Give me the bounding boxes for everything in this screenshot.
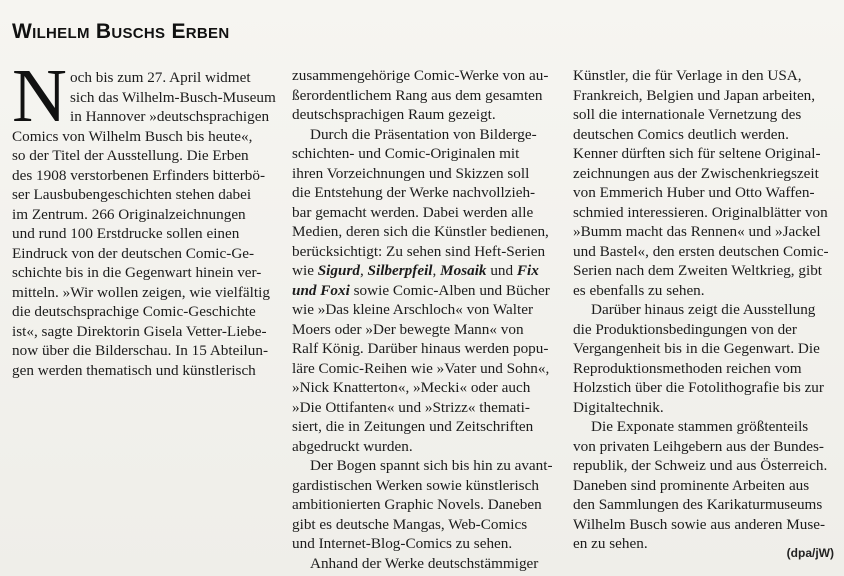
text-line: sich das Wilhelm-Busch-Museum	[70, 88, 276, 106]
text-line: Wilhelm Busch sowie aus anderen Muse-	[573, 515, 826, 533]
text-line: so der Titel der Ausstellung. Die Erben	[12, 147, 249, 164]
article-column-1	[12, 54, 276, 380]
text-line: now über die Bilderschau. In 15 Abteilun-	[12, 342, 269, 359]
text-line: berücksichtigt: Zu sehen sind Heft-Serien	[292, 242, 546, 260]
text-line: en zu sehen.	[573, 535, 648, 552]
text-line: Holzstich über die Fotolithografie bis zur	[573, 379, 824, 396]
comic-title: Fix	[516, 262, 539, 279]
text-line: ßerordentlichem Rang aus dem gesamten	[292, 86, 543, 104]
text-line: siert, die in Zeitungen und Zeitschriften	[292, 418, 534, 435]
text-line: Durch die Präsentation von Bilderge-	[310, 125, 537, 143]
text-line: Reproduktionsmethoden reichen vom	[573, 359, 802, 377]
text-line: Moers oder »Der bewegte Mann« von	[292, 320, 524, 338]
text-line: Vergangenheit bis in die Gegenwart. Die	[573, 340, 820, 357]
text-line: Medien, deren sich die Künstler bedienen,	[292, 223, 549, 240]
text-line: Darüber hinaus zeigt die Ausstellung	[591, 301, 816, 318]
text-line: ist«, sagte Direktorin Gisela Vetter-Liebe-	[12, 322, 267, 340]
text-line: republik, der Schweiz und aus Österreich.	[573, 457, 828, 474]
text-line: zeichnungen aus der Zwischenkriegszeit	[573, 164, 819, 182]
text-line: Die Exponate stammen größtenteils	[591, 418, 809, 435]
text-line: die deutschsprachige Comic-Geschichte	[12, 303, 256, 320]
text-line: soll die internationale Vernetzung des	[573, 106, 802, 123]
text-line: den Sammlungen des Karikaturmuseums	[573, 496, 823, 513]
article-signature: (dpa/jW)	[786, 546, 834, 560]
text-line: schmied interessieren. Originalblätter von	[573, 203, 828, 221]
text-line: och bis zum 27. April widmet	[70, 69, 251, 86]
article-column-3	[573, 66, 836, 554]
text-line: gardistischen Werken sowie künstlerisch	[292, 476, 539, 494]
text-fragment: sowie Comic-Alben und Bücher	[349, 281, 550, 299]
text-line: »Bumm macht das Rennen« und »Jackel	[573, 223, 821, 240]
text-line: im Zentrum. 266 Originalzeichnungen	[12, 205, 246, 223]
text-line: Ralf König. Darüber hinaus werden popu-	[292, 340, 549, 357]
comic-title: Silberpfeil	[367, 262, 433, 279]
text-line: in Hannover »deutschsprachigen	[70, 108, 270, 125]
comic-title: Mosaik	[440, 262, 487, 279]
text-line: gen werden thematisch und künstlerisch	[12, 361, 256, 379]
text-line: »Die Ottifanten« und »Strizz« themati-	[292, 398, 530, 416]
text-line: gibt es deutsche Mangas, Web-Comics	[292, 515, 528, 533]
text-line: von Emmerich Huber und Otto Waffen-	[573, 184, 815, 201]
text-line: schichten- und Comic-Originalen mit	[292, 145, 520, 162]
text-line: des 1908 verstorbenen Erfinders bitterbö-	[12, 166, 266, 184]
text-line: es ebenfalls zu sehen.	[573, 281, 705, 299]
text-line: Der Bogen spannt sich bis hin zu avant-	[310, 457, 553, 474]
text-line: Comics von Wilhelm Busch bis heute«,	[12, 127, 253, 145]
text-line: schichte bis in die Gegenwart hinein ver-	[12, 264, 262, 281]
text-line: Kenner dürften sich für seltene Original-	[573, 145, 821, 162]
text-line: von privaten Leihgebern aus der Bundes-	[573, 437, 824, 455]
comic-title: Sigurd	[317, 262, 360, 279]
text-line	[292, 281, 554, 301]
text-line: läre Comic-Reihen wie »Vater und Sohn«,	[292, 359, 550, 377]
text-line: »Nick Knatterton«, »Mecki« oder auch	[292, 379, 531, 396]
text-line: bar gemacht werden. Dabei werden alle	[292, 203, 534, 221]
text-line: Eindruck von der deutschen Comic-Ge-	[12, 244, 255, 262]
comic-title: und Foxi	[292, 281, 350, 299]
text-line: ser Lausbubengeschichten stehen dabei	[12, 186, 252, 203]
text-fragment: ,	[359, 262, 368, 279]
text-fragment: und	[486, 262, 517, 279]
text-line	[292, 261, 554, 281]
text-line: ihren Vorzeichnungen und Skizzen soll	[292, 164, 530, 182]
text-line: Anhand der Werke deutschstämmiger	[310, 554, 539, 572]
text-fragment: ,	[432, 262, 441, 279]
text-line: Künstler, die für Verlage in den USA,	[573, 67, 802, 84]
article-headline: Wilhelm Buschs Erben	[12, 20, 230, 43]
text-line: deutschsprachigen Raum gezeigt.	[292, 106, 496, 123]
article-column-2	[292, 66, 554, 573]
text-line: zusammengehörige Comic-Werke von au-	[292, 67, 549, 84]
drop-cap: N	[12, 54, 67, 138]
text-line: Serien nach dem Zweiten Weltkrieg, gibt	[573, 262, 823, 279]
text-line: mitteln. »Wir wollen zeigen, wie vielfältig	[12, 283, 270, 301]
text-line: abgedruckt wurden.	[292, 437, 413, 455]
text-line: Frankreich, Belgien und Japan arbeiten,	[573, 86, 816, 104]
text-line: deutschen Comics deutlich werden.	[573, 125, 789, 143]
text-line: Digitaltechnik.	[573, 398, 664, 416]
text-fragment: wie	[292, 262, 318, 279]
text-line: die Entstehung der Werke nachvollzieh-	[292, 184, 536, 201]
text-line: und Internet-Blog-Comics zu sehen.	[292, 535, 513, 552]
text-line: die Produktionsbedingungen von der	[573, 320, 797, 338]
text-line: Daneben sind prominente Arbeiten aus	[573, 476, 810, 494]
text-line: und rund 100 Erstdrucke sollen einen	[12, 225, 240, 242]
text-line: und Bastel«, den ersten deutschen Comic-	[573, 242, 829, 260]
text-line: ambitionierten Graphic Novels. Daneben	[292, 496, 542, 513]
text-line: wie »Das kleine Arschloch« von Walter	[292, 301, 534, 318]
